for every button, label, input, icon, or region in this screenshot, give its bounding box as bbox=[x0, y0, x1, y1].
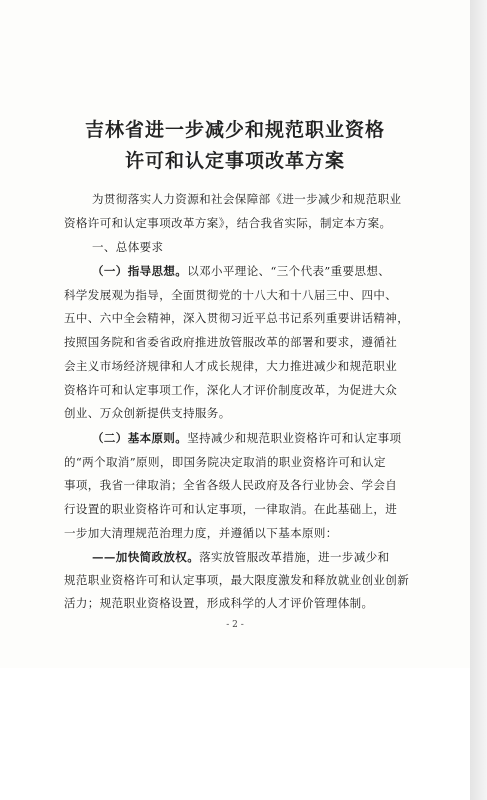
intro-line-1: 为贯彻落实人力资源和社会保障部《进一步减少和规范职业 bbox=[92, 192, 402, 206]
item3-lead: ——加快简政放权。 bbox=[92, 550, 200, 564]
document-title-line-2: 许可和认定事项改革方案 bbox=[124, 150, 345, 172]
item2-line-5: 一步加大清理规范治理力度，并遵循以下基本原则： bbox=[64, 526, 338, 540]
item3-line-1-text: 落实放管服改革措施，进一步减少和 bbox=[199, 550, 390, 564]
scan-right-margin bbox=[470, 0, 487, 800]
document-title-line-1: 吉林省进一步减少和规范职业资格 bbox=[84, 119, 385, 141]
item2-line-4: 行设置的职业资格许可和认定事项，一律取消。在此基础上，进 bbox=[64, 502, 398, 516]
item3-line-1 bbox=[92, 550, 390, 564]
item2-line-3: 事项，我省一律取消；全省各级人民政府及各行业协会、学会自 bbox=[64, 478, 398, 492]
item1-line-3: 五中、六中全会精神，深入贯彻习近平总书记系列重要讲话精神， bbox=[64, 311, 410, 325]
item1-line-1 bbox=[92, 264, 390, 278]
item2-line-1-text: 坚持减少和规范职业资格许可和认定事项 bbox=[187, 431, 402, 445]
item1-line-6: 资格许可和认定事项工作，深化人才评价制度改革，为促进大众 bbox=[64, 383, 398, 397]
item2-line-1 bbox=[92, 431, 401, 445]
item1-line-4: 按照国务院和省委省政府推进放管服改革的部署和要求，遵循社 bbox=[64, 335, 398, 349]
intro-line-2: 资格许可和认定事项改革方案》，结合我省实际，制定本方案。 bbox=[64, 216, 392, 230]
scan-bottom-margin bbox=[0, 668, 470, 800]
item1-lead: （一）指导思想。 bbox=[92, 264, 188, 278]
item1-line-1-text: 以邓小平理论、“三个代表”重要思想、 bbox=[187, 264, 391, 278]
page-number: - 2 - bbox=[226, 620, 244, 630]
item3-line-3: 活力；规范职业资格设置，形成科学的人才评价管理体制。 bbox=[64, 596, 374, 610]
item1-line-2: 科学发展观为指导，全面贯彻党的十八大和十八届三中、四中、 bbox=[64, 288, 398, 302]
section-heading-general-requirements: 一、总体要求 bbox=[92, 240, 164, 254]
item2-line-2: 的“两个取消”原则，即国务院决定取消的职业资格许可和认定 bbox=[64, 455, 386, 469]
item2-lead: （二）基本原则。 bbox=[92, 431, 188, 445]
item1-line-5: 会主义市场经济规律和人才成长规律，大力推进减少和规范职业 bbox=[64, 359, 398, 373]
item1-line-7: 创业、万众创新提供支持服务。 bbox=[64, 406, 231, 420]
item3-line-2: 规范职业资格许可和认定事项，最大限度激发和释放就业创业创新 bbox=[64, 573, 410, 587]
